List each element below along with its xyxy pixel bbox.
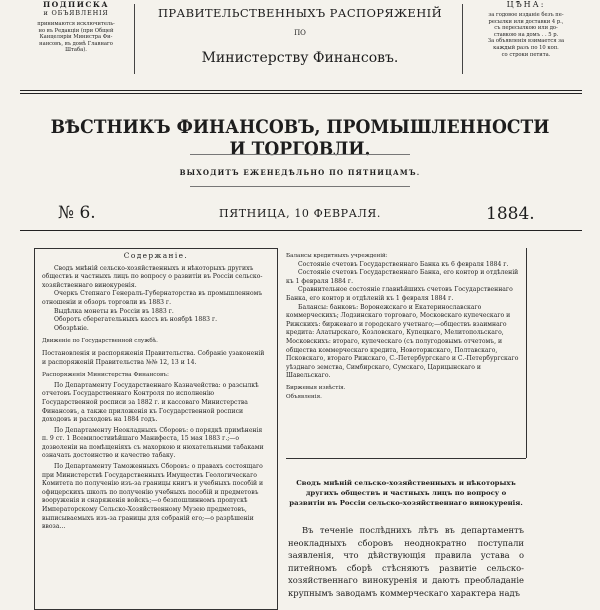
header-center [140,6,460,66]
price-line: ставкою на домъ . . 5 р. [493,31,559,38]
subscription-line: но въ Редакціи (при Общей [38,27,114,34]
price-line: каждый разъ по 10 коп. [493,44,559,51]
issue-year: 1884. [486,204,535,224]
price-line: ресылки или доставки 4 р., [488,18,564,25]
subscription-subtitle: и ОБЪЯВЛЕНІЯ [43,9,109,17]
header-top-line: ПРАВИТЕЛЬСТВЕННЫХЪ РАСПОРЯЖЕНІЙ [157,6,443,20]
price-line: съ пересылкою или до- [494,25,558,32]
contents-paragraph: По Департаменту Государственнаго Казначейства: о разсылкѣ отчетовъ Государственнаго Контроля по исполненію Государственной росписи за 1882 г. и кассоваго Министерства Финансовъ, а также приложенія къ Государственной росписи доходовъ и расходовъ на 1884 годъ. [42,381,259,424]
header-ministry: Министерству Финансовъ. [201,50,399,66]
contents-item: Очеркъ Степнаго Генералъ-Губернаторства въ промышленномъ отношеніи и обзоръ торговли въ 1883 г. [42,290,263,306]
header-po: ПО [294,29,306,37]
contents-column [42,252,270,532]
contents-decrees: Постановленія и распоряженія Правительства. Собраніе узаконеній и распоряженій Правительства №№ 12, 13 и 14. [42,349,265,366]
subscription-line: Канцеляріи Министра Фи- [39,34,113,41]
subscription-line: Штаба). [65,47,87,54]
contents-item: Выдѣлка монеты въ Россіи въ 1883 г. [54,307,174,315]
contents-service: Движеніе по Государственной службѣ. [42,338,158,345]
exchange-news: Биржевыя извѣстія. [286,384,346,391]
advertisements: Объявленія. [286,393,322,400]
balances-heading: Балансы кредитныхъ учрежденій: [286,253,388,259]
contents-item: Обозрѣніе. [54,324,89,332]
contents-item: Оборотъ сберегательныхъ кассъ въ ноябрѣ 1883 г. [54,316,218,324]
contents-ministry-heading: Распоряженія Министерства Финансовъ: [42,372,169,379]
contents-item: Сводъ мнѣній сельско-хозяйственныхъ и нѣкоторыхъ другихъ обществъ и частныхъ лицъ по вопросу о развитіи въ Россіи сельско-хозяйственнаго винокуренія. [42,264,263,289]
price-line: За объявленія взимается за [487,38,565,45]
balances-paragraph: Состояніе счетовъ Государственнаго Банка къ 6 февраля 1884 г. [298,260,509,268]
price-line: за годовое изданіе безъ пе- [488,12,564,18]
contents-heading: Содержаніе. [123,251,189,260]
right-column [286,252,526,401]
subscription-title: ПОДПИСКА [42,0,110,9]
masthead-frequency: ВЫХОДИТЪ ЕЖЕНЕДѢЛЬНО ПО ПЯТНИЦАМЪ. [179,168,421,177]
issue-date: ПЯТНИЦА, 10 ФЕВРАЛЯ. [219,207,381,220]
balances-paragraph: Балансы: банковъ: Воронежскаго и Екатеринославскаго коммерческихъ; Лодзинскаго торговаго, Московскаго купеческаго и Рижскихъ: биржеваго и городскаго учетнаго;—обществъ взаимнаго кредита: Алатырскаго, Козловскаго, Купецкаго, Мелитопольскаго, Московскихъ: втораго, купеческаго (съ полугодовымъ отчетомъ, и общества коммерческаго кредита, Новоторжскаго, Полтавскаго, Псковскаго, втораго Рижскаго, С.-Петербургскаго и С.-Петербургскаго уѣзднаго земства, Симбирскаго, Сумскаго, Царицынскаго и Шавельскаго. [286,303,519,380]
masthead-title: ВѢСТНИКЪ ФИНАНСОВЪ, ПРОМЫШЛЕННОСТИ И ТОРГОВЛИ. [50,116,550,160]
balances-paragraph: Состояніе счетовъ Государственнаго Банка, его контор и отдѣленій къ 1 февраля 1884 г. [286,269,519,285]
subscription-box [20,0,132,54]
price-box [468,0,584,58]
article-body: Въ теченіе послѣднихъ лѣтъ въ департаментъ неокладныхъ сборовъ неоднократно поступали заявленія, что дѣйствующія правила устава о питейномъ сборѣ стѣсняютъ развитіе сельско-хозяйственнаго винокуренія и даютъ преобладаніе крупнымъ заводамъ коммерческаго характера надъ [288,525,524,598]
subscription-line: принимаются исключитель- [37,21,115,27]
subscription-line: нансовъ, въ домѣ Главнаго [39,40,113,47]
contents-paragraph: По Департаменту Неокладныхъ Сборовъ: о порядкѣ примѣненія п. 9 ст. 1 Всемилостивѣйшаго Манифеста, 15 мая 1883 г.;—о дозволеніи на помѣщеніяхъ съ махоркою и нюхательными табаками означать достоинство и качество табаку. [42,426,264,460]
article-title: Сводъ мнѣній сельско-хозяйственныхъ и нѣкоторыхъ другихъ обществъ и частныхъ лицъ по вопросу о развитіи въ Россіи сельско-хозяйственнаго винокуренія. [289,479,523,507]
balances-paragraph: Сравнительное состояніе главнѣйшихъ счетовъ Государственнаго Банка, его контор и отдѣленій къ 1 февраля 1884 г. [286,286,513,302]
price-title: ЦѢНА: [506,0,546,9]
issue-number: № 6. [58,203,96,223]
contents-paragraph: По Департаменту Таможенныхъ Сборовъ: о правахъ состоящаго при Министерствѣ Государственныхъ Имуществъ Геологическаго Комитета по полученію изъ-за границы книгъ и учебныхъ пособій и офицерскихъ школъ по полученію учебныхъ пособій и предметовъ вооруженія и снаряженія войскъ;—о безпошлинномъ пропускѣ Императорскому Сельско-Хозяйственному Музею предметовъ, выписываемыхъ изъ-за границы для собраній его;—о разрѣшеніи ввоза... [42,463,264,531]
price-line: со строки петита. [501,51,551,58]
